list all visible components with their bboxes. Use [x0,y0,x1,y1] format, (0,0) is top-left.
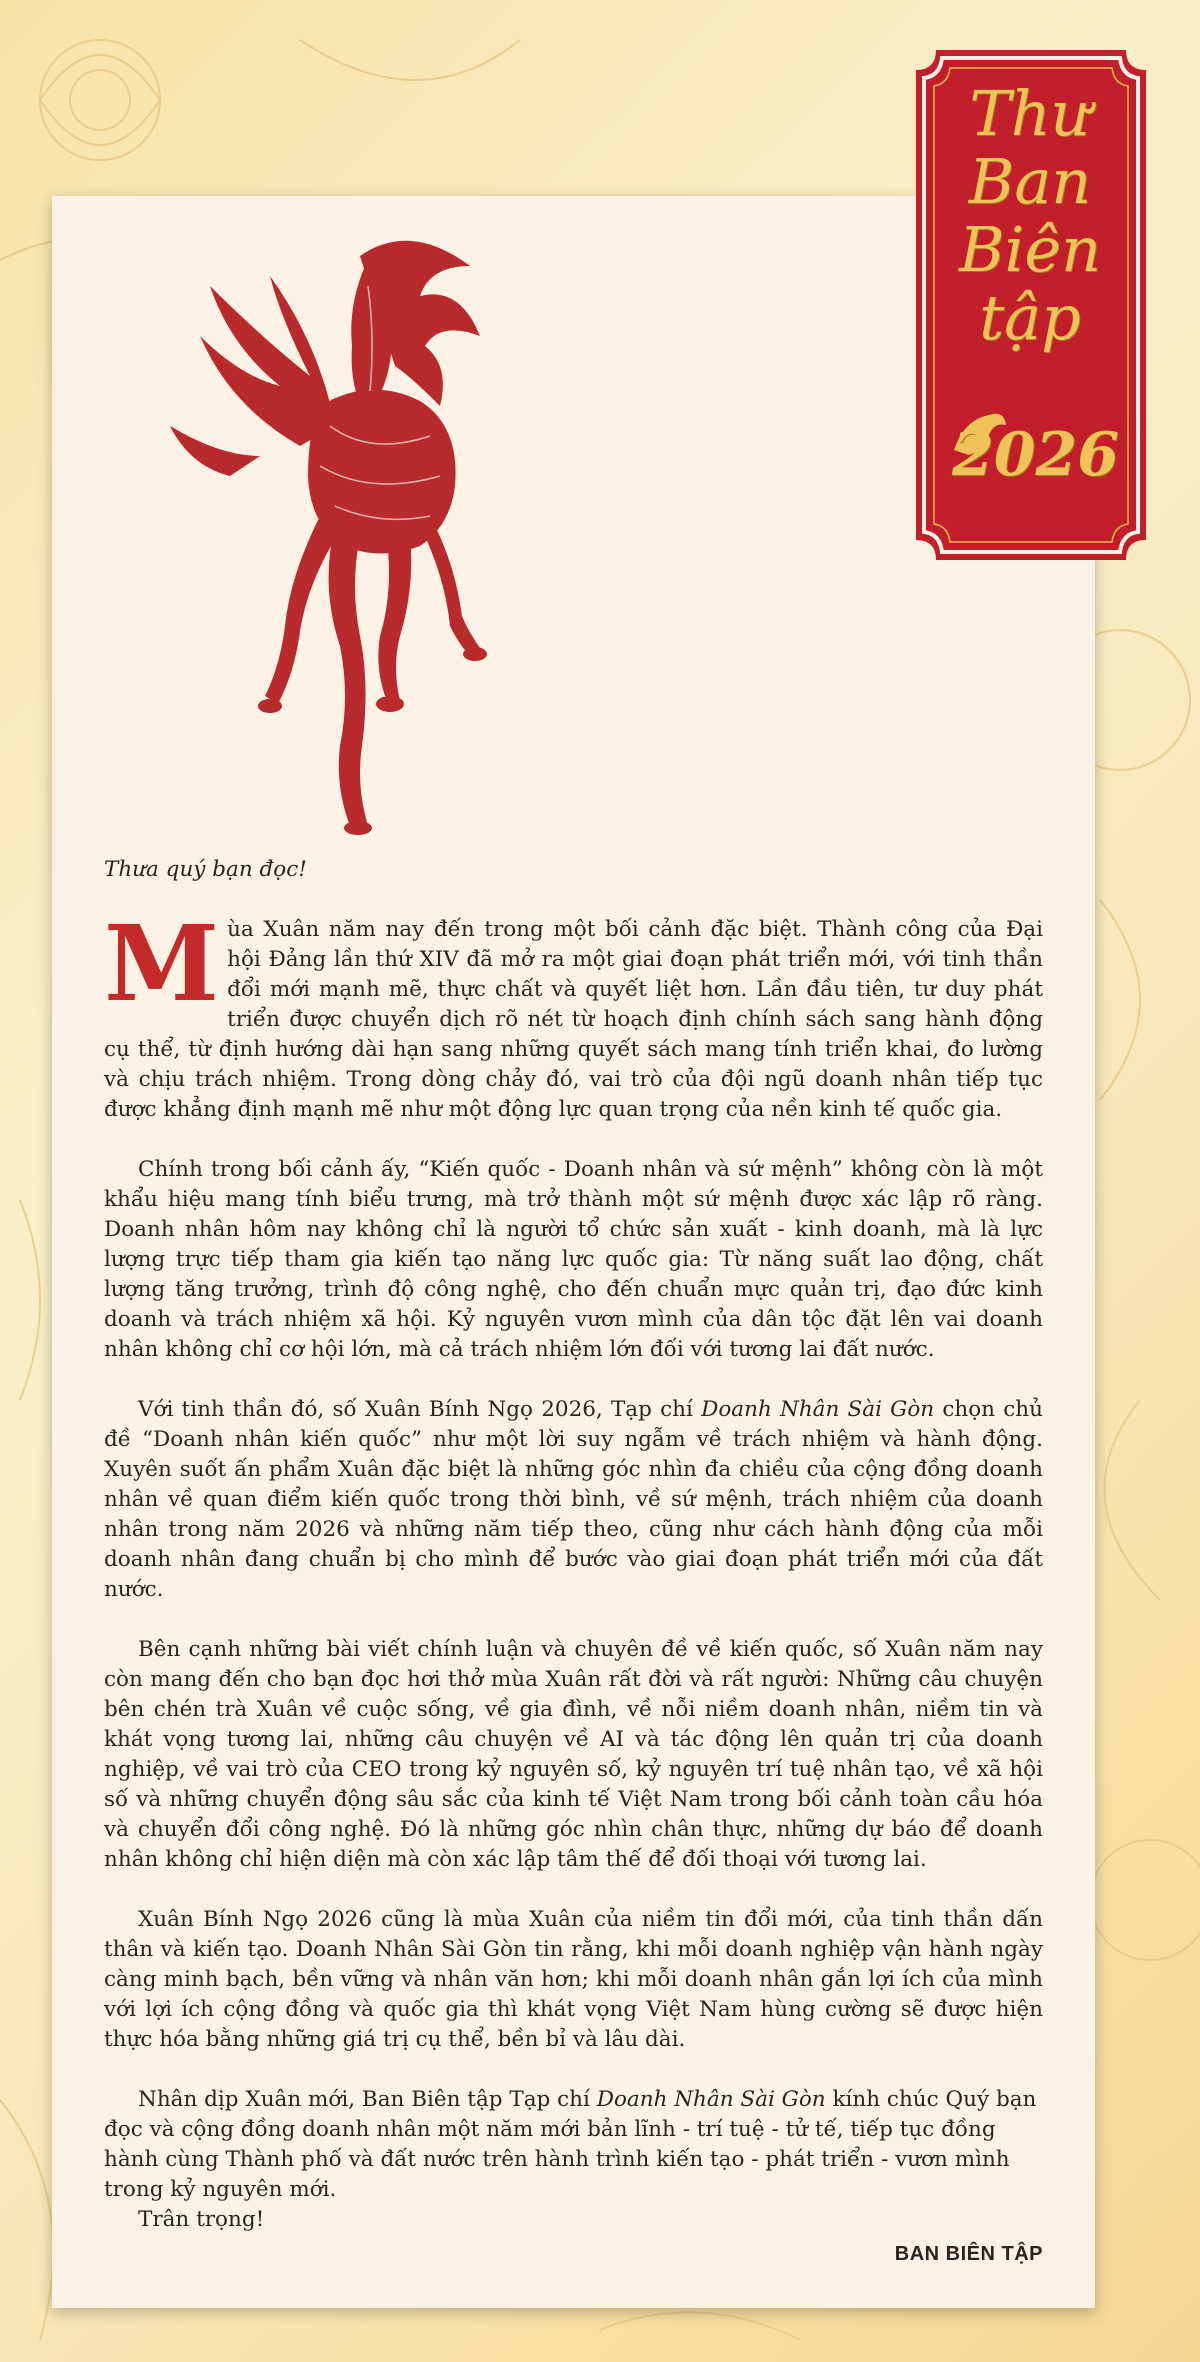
banner-title-line-4: tập [979,281,1081,354]
paragraph-6 [104,2085,1043,2205]
paragraph-3-text-a: Với tinh thần đó, số Xuân Bính Ngọ 2026, Tạp chí [138,1397,702,1422]
banner-title-line-1: Thư [969,77,1091,150]
banner-title-line-2: Ban [968,145,1092,218]
paragraph-4: Bên cạnh những bài viết chính luận và chuyên đề về kiến quốc, số Xuân năm nay còn mang đến cho bạn đọc hơi thở mùa Xuân rất đời và rất người: Những câu chuyện bên chén trà Xuân về cuộc sống, về gia đình, về nỗi niềm doanh nhân, niềm tin và khát vọng tương lai, những câu chuyện về AI và tác động lên quản trị của doanh nghiệp, về vai trò của CEO trong kỷ nguyên số, kỷ nguyên trí tuệ nhân tạo, về xã hội số và những chuyển động sâu sắc của kinh tế Việt Nam trong bối cảnh toàn cầu hóa và chuyển đổi công nghệ. Đó là những góc nhìn chân thực, những dự báo để doanh nhân không chỉ hiện diện mà còn xác lập tâm thế để đối thoại với tương lai. [104,1637,1043,1872]
signature: BAN BIÊN TẬP [894,2243,1043,2265]
banner-year: 2026 [952,420,1119,490]
paragraph-5: Xuân Bính Ngọ 2026 cũng là mùa Xuân của niềm tin đổi mới, của tinh thần dấn thân và kiến tạo. Doanh Nhân Sài Gòn tin rằng, khi mỗi doanh nghiệp vận hành ngày càng minh bạch, bền vững và nhân văn hơn; khi mỗi doanh nhân gắn lợi ích của mình với lợi ích cộng đồng và quốc gia thì khát vọng Việt Nam hùng cường sẽ được hiện thực hóa bằng những giá trị cụ thể, bền bỉ và lâu dài. [104,1907,1043,2052]
paragraph-6-text-b: kính chúc Quý bạn đọc và cộng đồng doanh nhân một năm mới bản lĩnh - trí tuệ - tử tế, tiếp tục đồng hành cùng Thành phố và đất nước trên hành trình kiến tạo - phát triển - vươn mình trong kỷ nguyên mới. [104,2087,1037,2202]
paragraph-1 [104,902,1043,1125]
paragraph-3 [104,1395,1043,1605]
red-horse-illustration [170,226,540,836]
drop-cap: M [104,902,220,1025]
regards: Trân trọng! [138,2207,265,2232]
paragraph-3-text-b: chọn chủ đề “Doanh nhân kiến quốc” như một lời suy ngẫm về trách nhiệm và hành động. Xuyên suốt ấn phẩm Xuân đặc biệt là những góc nhìn đa chiều của cộng đồng doanh nhân về quan điểm kiến quốc trong thời bình, về sứ mệnh, trách nhiệm của doanh nhân trong năm 2026 và những năm tiếp theo, cũng như cách hành động của mỗi doanh nhân đang chuẩn bị cho mình để bước vào giai đoạn phát triển mới của đất nước. [104,1397,1043,1602]
banner-title [950,77,1110,354]
magazine-name: Doanh Nhân Sài Gòn [596,2087,826,2112]
greeting: Thưa quý bạn đọc! [104,857,307,882]
banner-title-line-3: Biên [958,213,1101,286]
letter-body [104,855,1043,2269]
paragraph-2: Chính trong bối cảnh ấy, “Kiến quốc - Doanh nhân và sứ mệnh” không còn là một khẩu hiệu mang tính biểu trưng, mà trở thành một sứ mệnh được xác lập rõ ràng. Doanh nhân hôm nay không chỉ là người tổ chức sản xuất - kinh doanh, mà là lực lượng trực tiếp tham gia kiến tạo năng lực quốc gia: Từ năng suất lao động, chất lượng tăng trưởng, trình độ công nghệ, cho đến chuẩn mực quản trị, đạo đức kinh doanh và trách nhiệm xã hội. Kỷ nguyên vươn mình của dân tộc đặt lên vai doanh nhân không chỉ cơ hội lớn, mà cả trách nhiệm lớn đối với tương lai đất nước. [104,1157,1043,1362]
magazine-name: Doanh Nhân Sài Gòn [701,1397,935,1422]
paragraph-1-text: ùa Xuân năm nay đến trong một bối cảnh đặc biệt. Thành công của Đại hội Đảng lần thứ XIV đã mở ra một giai đoạn phát triển mới, với tinh thần đổi mới mạnh mẽ, thực chất và quyết liệt hơn. Lần đầu tiên, tư duy phát triển được chuyển dịch rõ nét từ hoạch định chính sách sang hành động cụ thể, từ định hướng dài hạn sang những quyết sách mang tính triển khai, đo lường và chịu trách nhiệm. Trong dòng chảy đó, vai trò của đội ngũ doanh nhân tiếp tục được khẳng định mạnh mẽ như một động lực quan trọng của nền kinh tế quốc gia. [104,917,1043,1122]
paragraph-6-text-a: Nhân dịp Xuân mới, Ban Biên tập Tạp chí [138,2087,597,2112]
